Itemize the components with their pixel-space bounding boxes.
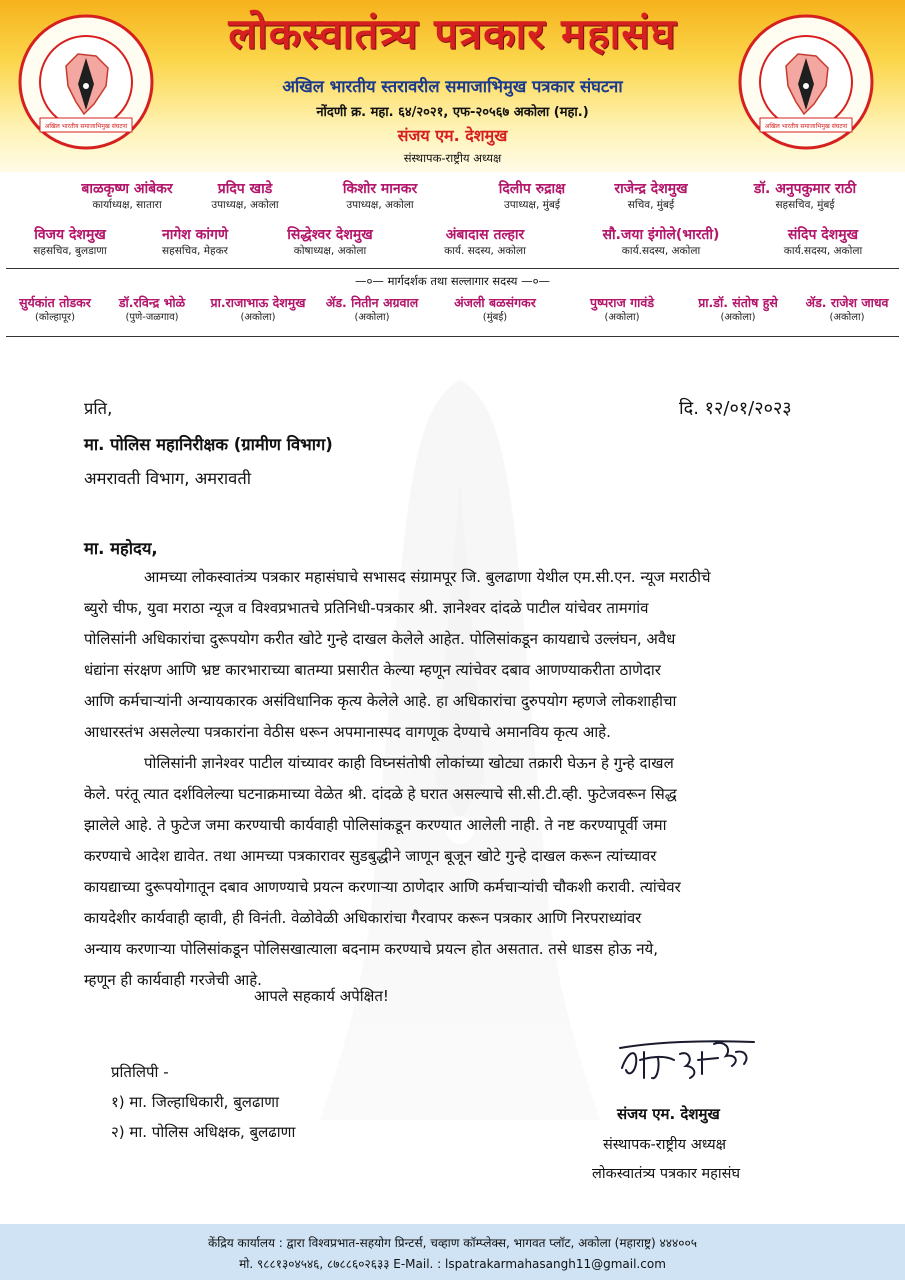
office-bearer: दिलीप रुद्राक्ष उपाध्यक्ष, मुंबई (498, 181, 566, 211)
organization-subtitle: अखिल भारतीय स्तरावरील समाजाभिमुख पत्रकार संघटना (282, 77, 623, 96)
to-label: प्रति, (84, 399, 113, 418)
copy-recipient: १) मा. जिल्हाधिकारी, बुलढाणा (111, 1093, 280, 1111)
advisory-member: प्रा.डॉ. संतोष हुसे (अकोला) (698, 295, 778, 323)
advisory-member: प्रा.राजाभाऊ देशमुख (अकोला) (210, 295, 306, 323)
handwritten-signature (614, 1030, 764, 1090)
office-bearer: सौ.जया इंगोले(भारती) कार्य.सदस्य, अकोला (602, 227, 720, 257)
office-bearer: संदिप देशमुख कार्य.सदस्य, अकोला (783, 227, 863, 257)
signatory-name: संजय एम. देशमुख (617, 1105, 720, 1123)
office-bearer: विजय देशमुख सहसचिव, बुलडाणा (33, 227, 107, 257)
closing-line: आपले सहकार्य अपेक्षित! (254, 987, 389, 1005)
copy-label: प्रतिलिपी - (111, 1063, 169, 1081)
advisory-member: ॲड. राजेश जाधव (अकोला) (805, 295, 889, 323)
office-bearer: अंबादास तल्हार कार्य. सदस्य, अकोला (444, 227, 526, 257)
contact-details: मो. ९८८१३०४५४६, ८७८८६०२६३३ E-Mail. : lspatrakarmahasangh11@gmail.com (239, 1257, 666, 1271)
office-address: केंद्रिय कार्यालय : द्वारा विश्वप्रभात-सहयोग प्रिन्टर्स, चव्हाण कॉम्प्लेक्स, भागवत प्लॉट, अकोला (महाराष्ट्र) ४४४००५ (208, 1236, 697, 1250)
svg-text:अखिल भारतीय समाजाभिमुख संघटना: अखिल भारतीय समाजाभिमुख संघटना (764, 123, 848, 130)
advisory-member: अंजली बळसंगकर (मुंबई) (454, 295, 536, 323)
recipient-line-1: मा. पोलिस महानिरीक्षक (ग्रामीण विभाग) (84, 435, 333, 454)
office-bearer: प्रदिप खाडे उपाध्यक्ष, अकोला (211, 181, 279, 211)
founder-role: संस्थापक-राष्ट्रीय अध्यक्ष (403, 151, 502, 165)
svg-text:अखिल भारतीय समाजाभिमुख संघटना: अखिल भारतीय समाजाभिमुख संघटना (44, 123, 128, 130)
organization-title: लोकस्वातंत्र्य पत्रकार महासंघ (228, 9, 677, 58)
office-bearer: नागेश कांगणे सहसचिव, मेहकर (161, 227, 229, 257)
office-bearer: डॉ. अनुपकुमार राठी सहसचिव, मुंबई (753, 181, 857, 211)
office-bearer: राजेन्द्र देशमुख सचिव, मुंबई (614, 181, 688, 211)
letter-date: दि. १२/०१/२०२३ (679, 398, 792, 419)
signatory-organization: लोकस्वातंत्र्य पत्रकार महासंघ (592, 1166, 741, 1182)
advisory-member: पुष्पराज गावंडे (अकोला) (589, 295, 655, 323)
office-bearer: किशोर मानकर उपाध्यक्ष, अकोला (342, 181, 418, 211)
recipient-line-2: अमरावती विभाग, अमरावती (84, 469, 252, 488)
advisory-member: सुर्यकांत तोडकर (कोल्हापूर) (19, 295, 91, 323)
signatory-role: संस्थापक-राष्ट्रीय अध्यक्ष (603, 1137, 727, 1153)
founder-name: संजय एम. देशमुख (397, 126, 508, 145)
salutation: मा. महोदय, (84, 539, 158, 558)
advisory-member: डॉ.रविन्द्र भोळे (पुणे-जळगाव) (118, 295, 186, 323)
advisory-member: ॲड. नितीन अग्रवाल (अकोला) (325, 295, 419, 323)
advisory-title: —०— मार्गदर्शक तथा सल्लागार सदस्य —०— (354, 274, 551, 288)
letterhead-footer (0, 1224, 905, 1280)
paragraph-2: पोलिसांनी ज्ञानेश्वर पाटील यांच्यावर काही विघ्नसंतोषी लोकांच्या खोट्या तक्रारी घेऊन हे गुन्हे दाखल केले. परंतू त्यात दर्शविलेल्या घटनाक्रमाच्या वेळेत श्री. दांदळे हे घरात असल्याचे सी.सी.टी.व्ही. फुटेजवरून सिद्ध झालेले आहे. ते फुटेज जमा करण्याची कार्यवाही पोलिसांकडून करण्यात आलेली नाही. ते नष्ट करण्यापूर्वी जमा करण्याचे आदेश द्यावेत. तथा आमच्या पत्रकारावर सुडबुद्धीने जाणून बूजून खोटे गुन्हे दाखल करून त्यांच्यावर कायद्याच्या दुरूपयोगातून दबाव आणण्याचे प्रयत्न करणाऱ्या ठाणेदार आणि कर्मचाऱ्यांची चौकशी करावी. त्यांचेवर कायदेशीर कार्यवाही व्हावी, ही विनंती. वेळोवेळी अधिकारांचा गैरवापर करून पत्रकार आणि निरपराध्यांवर अन्याय करणाऱ्या पोलिसांकडून पोलिसखात्याला बदनाम करण्याचे प्रयत्न होत असतात. तसे धाडस होऊ नये, म्हणून ही कार्यवाही गरजेची आहे. (84, 754, 681, 989)
paragraph-1: आमच्या लोकस्वातंत्र्य पत्रकार महासंघाचे सभासद संग्रामपूर जि. बुलढाणा येथील एम.सी.एन. न्यूज मराठीचे ब्युरो चीफ, युवा मराठा न्यूज व विश्वप्रभातचे प्रतिनिधी-पत्रकार श्री. ज्ञानेश्वर दांदळे पाटील यांचेवर तामगांव पोलिसांनी अधिकारांचा दुरूपयोग करीत खोटे गुन्हे दाखल केलेले आहेत. पोलिसांकडून कायद्याचे उल्लंघन, अवैध धंद्यांना संरक्षण आणि भ्रष्ट कारभाराच्या बातम्या प्रसारीत केल्या म्हणून त्यांचेवर दबाव आणण्याकरीता ठाणेदार आणि कर्मचाऱ्यांनी अन्यायकारक असंविधानिक कृत्य केलेले आहे. हा अधिकारांचा दुरुपयोग म्हणजे लोकशाहीचा आधारस्तंभ असलेल्या पत्रकारांना वेठीस धरून अपमानास्पद वागणूक देण्याचे अमानविय कृत्य आहे. (84, 568, 711, 741)
copy-recipient: २) मा. पोलिस अधिक्षक, बुलढाणा (111, 1123, 296, 1141)
office-bearer: सिद्धेश्वर देशमुख कोषाध्यक्ष, अकोला (287, 227, 373, 257)
registration-number: नोंदणी क्र. महा. ६४/२०२१, एफ-२०५६७ अकोला (महा.) (316, 105, 589, 120)
office-bearer: बाळकृष्ण आंबेकर कार्याध्यक्ष, सातारा (81, 181, 173, 211)
